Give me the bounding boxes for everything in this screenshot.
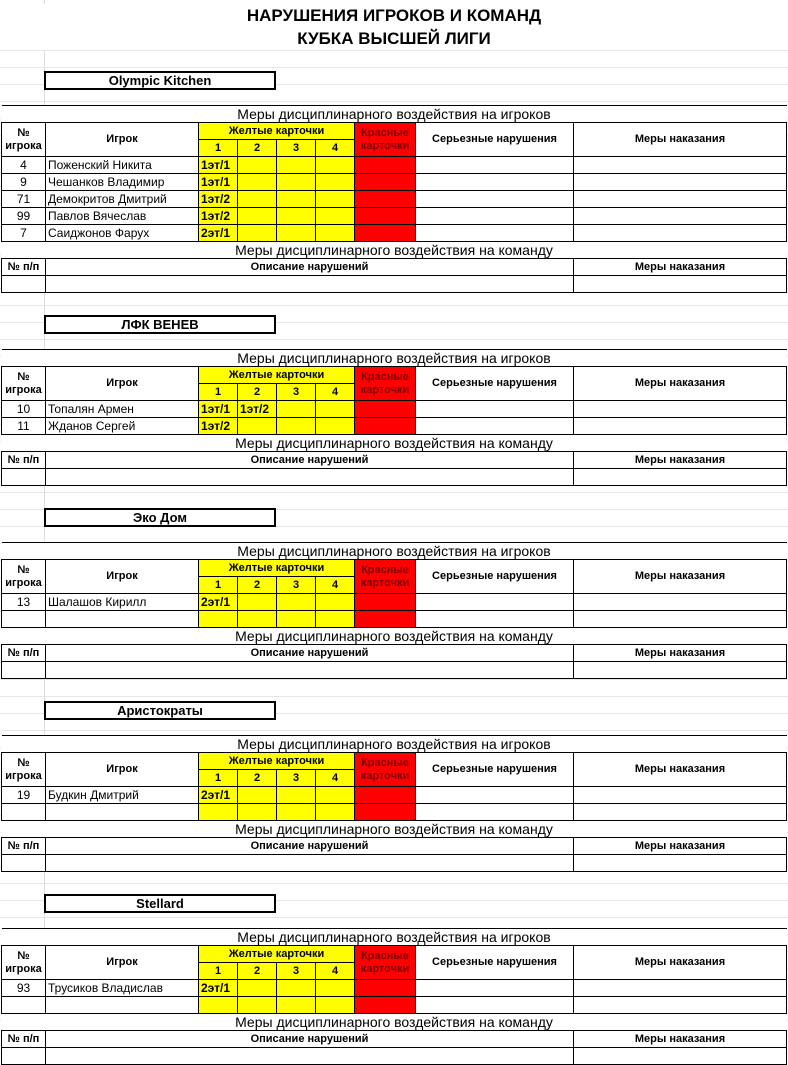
yellow-card-slot-header: 3 (277, 384, 316, 401)
col-player-number-header (2, 367, 46, 401)
player-number (2, 997, 46, 1014)
header-row (2, 123, 787, 140)
yellow-card-slot-header: 3 (277, 963, 316, 980)
penalty-cell (574, 401, 787, 418)
serious-violation-cell (416, 191, 574, 208)
header-row (2, 560, 787, 577)
player-row (2, 225, 787, 242)
red-card-cell (355, 787, 416, 804)
yellow-card-slot-header: 2 (238, 963, 277, 980)
description-cell (46, 276, 574, 293)
yellow-card-cell (238, 225, 277, 242)
yellow-card-cell (316, 997, 355, 1014)
team-header-row (2, 452, 787, 469)
col-description-header: Описание нарушений (46, 259, 574, 276)
col-team-penalty-header: Меры наказания (574, 645, 787, 662)
player-row (2, 418, 787, 435)
col-yellow-cards-header: Желтые карточки (199, 367, 355, 384)
player-row (2, 611, 787, 628)
col-red-cards-header: Красные карточки (355, 123, 416, 157)
col-serious-violations-header: Серьезные нарушения (416, 946, 574, 980)
header-row (2, 753, 787, 770)
yellow-card-cell (316, 594, 355, 611)
team-penalty-cell (574, 662, 787, 679)
col-serious-violations-header: Серьезные нарушения (416, 753, 574, 787)
red-card-cell (355, 191, 416, 208)
col-np-header: № п/п (2, 1031, 46, 1048)
yellow-card-cell (238, 980, 277, 997)
yellow-card-slot-header: 3 (277, 577, 316, 594)
yellow-card-cell (199, 611, 238, 628)
col-yellow-cards-header: Желтые карточки (199, 946, 355, 963)
player-number: 93 (2, 980, 46, 997)
player-row (2, 157, 787, 174)
players-section-header: Меры дисциплинарного воздействия на игроков (2, 736, 787, 753)
player-name: Демокритов Дмитрий (46, 191, 199, 208)
col-team-penalty-header: Меры наказания (574, 259, 787, 276)
col-yellow-cards-header: Желтые карточки (199, 123, 355, 140)
col-description-header: Описание нарушений (46, 838, 574, 855)
yellow-card-cell (277, 225, 316, 242)
yellow-card-cell (316, 208, 355, 225)
penalty-cell (574, 208, 787, 225)
player-row (2, 208, 787, 225)
yellow-card-slot-header: 1 (199, 140, 238, 157)
players-section-header: Меры дисциплинарного воздействия на игроков (2, 106, 787, 123)
page-title (0, 4, 788, 50)
player-name: Шалашов Кирилл (46, 594, 199, 611)
players-section-row (2, 736, 787, 753)
serious-violation-cell (416, 997, 574, 1014)
yellow-card-cell (238, 157, 277, 174)
team-name: Olympic Kitchen (44, 71, 276, 90)
title-line-1: НАРУШЕНИЯ ИГРОКОВ И КОМАНД (246, 6, 542, 25)
col-yellow-cards-header: Желтые карточки (199, 560, 355, 577)
col-num-line1: № (17, 563, 30, 576)
np-cell (2, 1048, 46, 1065)
yellow-card-cell (238, 594, 277, 611)
red-card-cell (355, 225, 416, 242)
yellow-card-cell (238, 418, 277, 435)
col-description-header: Описание нарушений (46, 1031, 574, 1048)
red-card-cell (355, 997, 416, 1014)
player-row (2, 980, 787, 997)
serious-violation-cell (416, 804, 574, 821)
team-name: Аристократы (44, 701, 276, 720)
col-penalty-header: Меры наказания (574, 123, 787, 157)
yellow-card-cell (277, 157, 316, 174)
serious-violation-cell (416, 418, 574, 435)
yellow-card-cell (238, 997, 277, 1014)
yellow-card-cell (277, 594, 316, 611)
team-section-header: Меры дисциплинарного воздействия на команду (2, 1014, 787, 1031)
penalty-cell (574, 980, 787, 997)
red-card-cell (355, 980, 416, 997)
yellow-card-cell (277, 611, 316, 628)
col-team-penalty-header: Меры наказания (574, 838, 787, 855)
yellow-card-cell (277, 418, 316, 435)
player-row (2, 174, 787, 191)
serious-violation-cell (416, 611, 574, 628)
yellow-card-cell (316, 191, 355, 208)
team-header-row (2, 259, 787, 276)
team-players-table (1, 105, 787, 293)
team-penalty-cell (574, 276, 787, 293)
col-np-header: № п/п (2, 838, 46, 855)
description-cell (46, 469, 574, 486)
red-card-cell (355, 418, 416, 435)
description-cell (46, 1048, 574, 1065)
serious-violation-cell (416, 157, 574, 174)
yellow-card-slot-header: 3 (277, 770, 316, 787)
col-penalty-header: Меры наказания (574, 367, 787, 401)
yellow-card-slot-header: 2 (238, 577, 277, 594)
serious-violation-cell (416, 594, 574, 611)
team-penalty-cell (574, 469, 787, 486)
yellow-card-cell (238, 191, 277, 208)
yellow-card-slot-header: 1 (199, 384, 238, 401)
col-player-header: Игрок (46, 560, 199, 594)
players-section-row (2, 929, 787, 946)
col-description-header: Описание нарушений (46, 645, 574, 662)
yellow-card-cell (316, 787, 355, 804)
player-row (2, 997, 787, 1014)
team-section-row (2, 628, 787, 645)
team-players-table (1, 735, 787, 872)
np-cell (2, 662, 46, 679)
player-row (2, 191, 787, 208)
col-num-line2: игрока (5, 769, 42, 782)
yellow-card-slot-header: 4 (316, 140, 355, 157)
players-section-header: Меры дисциплинарного воздействия на игроков (2, 543, 787, 560)
col-serious-violations-header: Серьезные нарушения (416, 560, 574, 594)
penalty-cell (574, 191, 787, 208)
yellow-card-cell: 1эт/2 (199, 418, 238, 435)
player-name: Трусиков Владислав (46, 980, 199, 997)
yellow-card-cell (238, 787, 277, 804)
player-name: Поженский Никита (46, 157, 199, 174)
player-name: Жданов Сергей (46, 418, 199, 435)
team-players-table (1, 349, 787, 486)
yellow-card-slot-header: 2 (238, 384, 277, 401)
player-number: 71 (2, 191, 46, 208)
team-section-row (2, 435, 787, 452)
player-name (46, 804, 199, 821)
yellow-card-slot-header: 4 (316, 963, 355, 980)
np-cell (2, 276, 46, 293)
red-card-cell (355, 157, 416, 174)
header-row (2, 946, 787, 963)
team-name: ЛФК ВЕНЕВ (44, 315, 276, 334)
yellow-card-cell (277, 174, 316, 191)
player-number: 7 (2, 225, 46, 242)
yellow-card-cell (277, 804, 316, 821)
penalty-cell (574, 418, 787, 435)
serious-violation-cell (416, 208, 574, 225)
yellow-card-cell: 1эт/1 (199, 157, 238, 174)
yellow-card-cell (316, 980, 355, 997)
yellow-card-cell (277, 401, 316, 418)
player-name: Топалян Армен (46, 401, 199, 418)
yellow-card-cell (277, 997, 316, 1014)
col-np-header: № п/п (2, 452, 46, 469)
team-violation-row (2, 276, 787, 293)
player-number: 13 (2, 594, 46, 611)
team-players-table (1, 542, 787, 679)
col-red-cards-header: Красные карточки (355, 946, 416, 980)
col-player-header: Игрок (46, 367, 199, 401)
player-name: Будкин Дмитрий (46, 787, 199, 804)
player-name: Чешанков Владимир (46, 174, 199, 191)
team-header-row (2, 838, 787, 855)
players-section-header: Меры дисциплинарного воздействия на игроков (2, 929, 787, 946)
penalty-cell (574, 804, 787, 821)
team-penalty-cell (574, 1048, 787, 1065)
col-num-line1: № (17, 126, 30, 139)
red-card-cell (355, 611, 416, 628)
player-name (46, 611, 199, 628)
team-violation-row (2, 469, 787, 486)
red-card-cell (355, 208, 416, 225)
yellow-card-cell (277, 980, 316, 997)
col-yellow-cards-header: Желтые карточки (199, 753, 355, 770)
red-card-cell (355, 804, 416, 821)
yellow-card-slot-header: 4 (316, 384, 355, 401)
players-section-row (2, 543, 787, 560)
team-violation-row (2, 662, 787, 679)
team-section-header: Меры дисциплинарного воздействия на команду (2, 821, 787, 838)
yellow-card-slot-header: 3 (277, 140, 316, 157)
player-number: 4 (2, 157, 46, 174)
yellow-card-slot-header: 1 (199, 963, 238, 980)
yellow-card-cell: 1эт/2 (199, 208, 238, 225)
yellow-card-slot-header: 2 (238, 770, 277, 787)
player-number: 19 (2, 787, 46, 804)
team-header-row (2, 1031, 787, 1048)
yellow-card-cell (316, 804, 355, 821)
yellow-card-cell: 2эт/1 (199, 594, 238, 611)
team-name: Эко Дом (44, 508, 276, 527)
yellow-card-cell (316, 611, 355, 628)
yellow-card-cell (277, 787, 316, 804)
penalty-cell (574, 997, 787, 1014)
serious-violation-cell (416, 174, 574, 191)
yellow-card-cell: 1эт/2 (199, 191, 238, 208)
header-row (2, 367, 787, 384)
serious-violation-cell (416, 980, 574, 997)
yellow-card-cell (316, 401, 355, 418)
team-section-header: Меры дисциплинарного воздействия на команду (2, 242, 787, 259)
col-penalty-header: Меры наказания (574, 560, 787, 594)
team-violation-row (2, 855, 787, 872)
col-np-header: № п/п (2, 259, 46, 276)
col-player-header: Игрок (46, 123, 199, 157)
col-num-line1: № (17, 756, 30, 769)
player-number (2, 611, 46, 628)
player-number (2, 804, 46, 821)
serious-violation-cell (416, 401, 574, 418)
col-penalty-header: Меры наказания (574, 753, 787, 787)
player-number: 9 (2, 174, 46, 191)
team-section-row (2, 1014, 787, 1031)
team-players-table (1, 928, 787, 1065)
col-num-line2: игрока (5, 576, 42, 589)
players-section-row (2, 350, 787, 367)
yellow-card-cell: 1эт/2 (238, 401, 277, 418)
col-num-line2: игрока (5, 139, 42, 152)
yellow-card-cell (277, 191, 316, 208)
player-number: 99 (2, 208, 46, 225)
col-serious-violations-header: Серьезные нарушения (416, 123, 574, 157)
col-num-line2: игрока (5, 962, 42, 975)
description-cell (46, 855, 574, 872)
col-red-cards-header: Красные карточки (355, 560, 416, 594)
yellow-card-slot-header: 2 (238, 140, 277, 157)
col-player-header: Игрок (46, 946, 199, 980)
serious-violation-cell (416, 787, 574, 804)
yellow-card-cell: 2эт/1 (199, 980, 238, 997)
col-red-cards-header: Красные карточки (355, 753, 416, 787)
serious-violation-cell (416, 225, 574, 242)
red-card-cell (355, 174, 416, 191)
team-section-row (2, 242, 787, 259)
col-player-number-header (2, 560, 46, 594)
col-num-line1: № (17, 949, 30, 962)
np-cell (2, 469, 46, 486)
team-name: Stellard (44, 894, 276, 913)
yellow-card-cell (199, 997, 238, 1014)
yellow-card-cell: 2эт/1 (199, 787, 238, 804)
yellow-card-cell (316, 225, 355, 242)
penalty-cell (574, 611, 787, 628)
team-violation-row (2, 1048, 787, 1065)
yellow-card-cell: 1эт/1 (199, 174, 238, 191)
player-name (46, 997, 199, 1014)
yellow-card-cell (199, 804, 238, 821)
penalty-cell (574, 594, 787, 611)
col-team-penalty-header: Меры наказания (574, 452, 787, 469)
player-row (2, 804, 787, 821)
col-team-penalty-header: Меры наказания (574, 1031, 787, 1048)
col-player-header: Игрок (46, 753, 199, 787)
players-section-header: Меры дисциплинарного воздействия на игроков (2, 350, 787, 367)
players-section-row (2, 106, 787, 123)
yellow-card-cell (316, 418, 355, 435)
yellow-card-cell (316, 174, 355, 191)
description-cell (46, 662, 574, 679)
team-penalty-cell (574, 855, 787, 872)
player-row (2, 401, 787, 418)
team-header-row (2, 645, 787, 662)
red-card-cell (355, 401, 416, 418)
yellow-card-cell (316, 157, 355, 174)
col-num-line1: № (17, 370, 30, 383)
col-player-number-header (2, 946, 46, 980)
team-section-header: Меры дисциплинарного воздействия на команду (2, 628, 787, 645)
penalty-cell (574, 174, 787, 191)
player-number: 10 (2, 401, 46, 418)
yellow-card-slot-header: 1 (199, 577, 238, 594)
np-cell (2, 855, 46, 872)
yellow-card-slot-header: 4 (316, 577, 355, 594)
yellow-card-cell (238, 208, 277, 225)
player-row (2, 787, 787, 804)
player-name: Павлов Вячеслав (46, 208, 199, 225)
col-red-cards-header: Красные карточки (355, 367, 416, 401)
yellow-card-cell: 1эт/1 (199, 401, 238, 418)
col-penalty-header: Меры наказания (574, 946, 787, 980)
team-section-header: Меры дисциплинарного воздействия на команду (2, 435, 787, 452)
yellow-card-cell (238, 174, 277, 191)
penalty-cell (574, 157, 787, 174)
col-player-number-header (2, 753, 46, 787)
player-name: Саиджонов Фарух (46, 225, 199, 242)
penalty-cell (574, 225, 787, 242)
yellow-card-cell: 2эт/1 (199, 225, 238, 242)
player-row (2, 594, 787, 611)
col-num-line2: игрока (5, 383, 42, 396)
col-serious-violations-header: Серьезные нарушения (416, 367, 574, 401)
team-section-row (2, 821, 787, 838)
yellow-card-cell (277, 208, 316, 225)
col-player-number-header (2, 123, 46, 157)
penalty-cell (574, 787, 787, 804)
col-description-header: Описание нарушений (46, 452, 574, 469)
yellow-card-cell (238, 804, 277, 821)
col-np-header: № п/п (2, 645, 46, 662)
yellow-card-slot-header: 1 (199, 770, 238, 787)
title-line-2: КУБКА ВЫСШЕЙ ЛИГИ (297, 29, 491, 48)
player-number: 11 (2, 418, 46, 435)
red-card-cell (355, 594, 416, 611)
yellow-card-cell (238, 611, 277, 628)
yellow-card-slot-header: 4 (316, 770, 355, 787)
